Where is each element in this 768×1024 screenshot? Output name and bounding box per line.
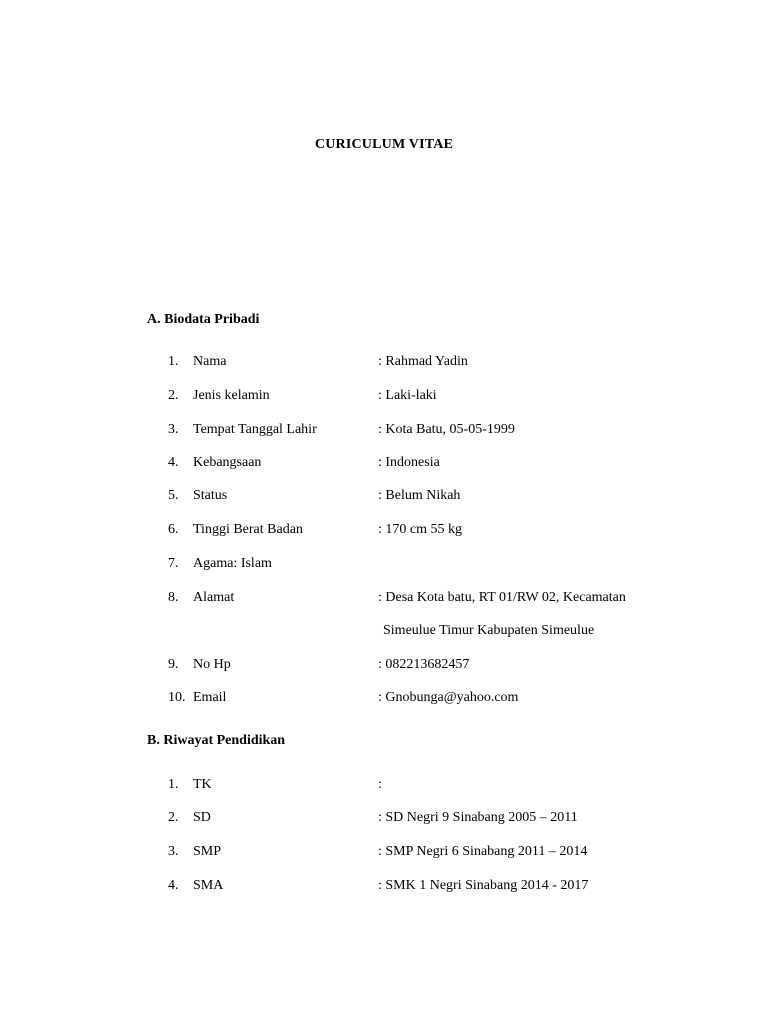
list-item	[0, 808, 768, 828]
item-number: 6.	[168, 522, 179, 537]
item-label: SMA	[193, 878, 224, 893]
item-number: 2.	[168, 388, 179, 403]
section-heading-biodata: A. Biodata Pribadi	[147, 312, 260, 327]
item-label: Alamat	[193, 590, 235, 605]
item-label: Kebangsaan	[193, 455, 262, 470]
item-label: Tempat Tanggal Lahir	[193, 422, 317, 437]
item-value: : SMK 1 Negri Sinabang 2014 - 2017	[378, 878, 589, 893]
item-number: 8.	[168, 590, 179, 605]
list-item	[0, 588, 768, 608]
list-item	[0, 386, 768, 406]
list-item	[0, 842, 768, 862]
list-item	[0, 554, 768, 574]
item-label: SD	[193, 810, 211, 825]
item-number: 5.	[168, 488, 179, 503]
item-number: 3.	[168, 844, 179, 859]
item-value: : SD Negri 9 Sinabang 2005 – 2011	[378, 810, 578, 825]
item-value: : Gnobunga@yahoo.com	[378, 690, 519, 705]
item-value: :	[378, 777, 382, 792]
item-label: Status	[193, 488, 228, 503]
item-value: : Laki-laki	[378, 388, 437, 403]
document-title: CURICULUM VITAE	[314, 137, 454, 152]
item-value: : Desa Kota batu, RT 01/RW 02, Kecamatan	[378, 590, 626, 605]
item-value: : Kota Batu, 05-05-1999	[378, 422, 515, 437]
item-number: 1.	[168, 777, 179, 792]
item-number: 2.	[168, 810, 179, 825]
item-label: No Hp	[193, 657, 231, 672]
list-item	[0, 688, 768, 708]
list-item	[0, 520, 768, 540]
section-heading-pendidikan: B. Riwayat Pendidikan	[147, 733, 286, 748]
item-label: Agama: Islam	[193, 556, 272, 571]
list-item	[0, 420, 768, 440]
item-value: : Indonesia	[378, 455, 440, 470]
list-item	[0, 876, 768, 896]
item-label: Email	[193, 690, 227, 705]
list-item	[0, 453, 768, 473]
item-label: Nama	[193, 354, 227, 369]
item-label: Tinggi Berat Badan	[193, 522, 303, 537]
item-value: : SMP Negri 6 Sinabang 2011 – 2014	[378, 844, 588, 859]
list-item-continuation	[0, 621, 768, 641]
item-value: Simeulue Timur Kabupaten Simeulue	[383, 623, 595, 638]
item-number: 10.	[168, 690, 186, 705]
list-item	[0, 352, 768, 372]
item-number: 9.	[168, 657, 179, 672]
list-item	[0, 486, 768, 506]
list-item	[0, 775, 768, 795]
item-value: : Rahmad Yadin	[378, 354, 468, 369]
item-number: 4.	[168, 878, 179, 893]
item-label: TK	[193, 777, 212, 792]
item-value: : 082213682457	[378, 657, 470, 672]
item-label: SMP	[193, 844, 222, 859]
item-value: : Belum Nikah	[378, 488, 461, 503]
item-number: 3.	[168, 422, 179, 437]
item-number: 7.	[168, 556, 179, 571]
list-item	[0, 655, 768, 675]
item-label: Jenis kelamin	[193, 388, 270, 403]
item-number: 4.	[168, 455, 179, 470]
item-number: 1.	[168, 354, 179, 369]
item-value: : 170 cm 55 kg	[378, 522, 462, 537]
